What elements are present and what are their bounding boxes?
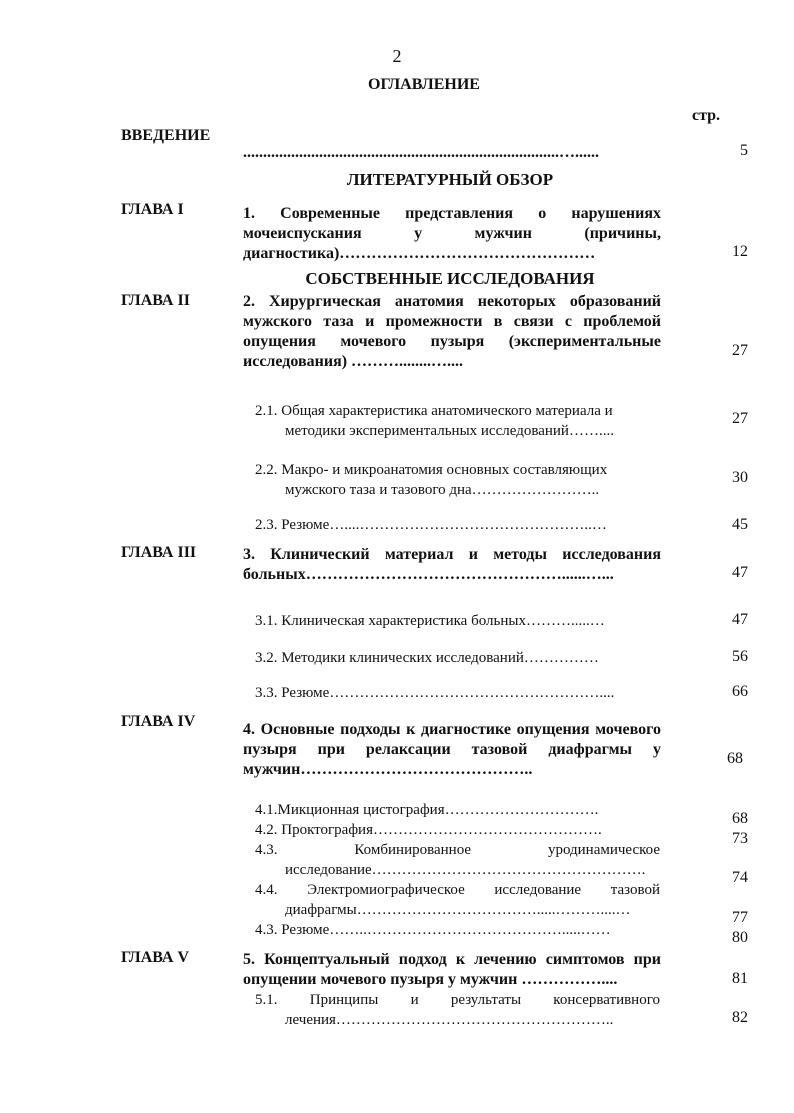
chapter-3-label: ГЛАВА III <box>121 544 197 561</box>
subsection-4-3-page: 74 <box>732 869 748 886</box>
subsection-2-3-page: 45 <box>732 516 748 533</box>
page-number: 2 <box>392 46 402 66</box>
chapter-3-title: 3. Клинический материал и методы исследования больных…………………………………………......…... <box>243 546 661 583</box>
subsection-4-2: 4.2. Проктография………………………………………. <box>255 822 602 838</box>
subsection-2-1-page: 27 <box>732 410 748 427</box>
subsection-4-4: 4.4. Электромиографическое исследование тазовой диафрагмы……………………………….....………....… <box>255 882 660 918</box>
subsection-2-3: 2.3. Резюме…....………………………………………..… <box>255 517 607 533</box>
intro-page: 5 <box>740 142 748 159</box>
subsection-5-1: 5.1. Принципы и результаты консервативного лечения……………………………………………….. <box>255 992 660 1028</box>
subsection-4-1-page: 68 <box>732 810 748 827</box>
subsection-5-1-page: 82 <box>732 1009 748 1026</box>
chapter-2-label: ГЛАВА II <box>121 292 190 309</box>
chapter-4-title: 4. Основные подходы к диагностике опущения мочевого пузыря при релаксации тазовой диафрагмы у мужчин…………………………………….. <box>243 721 661 778</box>
subsection-3-3: 3.3. Резюме……………………………………………….... <box>255 685 615 701</box>
subsection-4-3: 4.3. Комбинированное уродинамическое исследование………………………………………………. <box>255 842 660 878</box>
page-title: ОГЛАВЛЕНИЕ <box>368 76 480 93</box>
subsection-3-3-page: 66 <box>732 683 748 700</box>
chapter-1-label: ГЛАВА I <box>121 201 184 218</box>
chapter-5-page: 81 <box>732 970 748 987</box>
subsection-3-2: 3.2. Методики клинических исследований…………… <box>255 650 599 666</box>
subsection-3-2-page: 56 <box>732 648 748 665</box>
subsection-4-1: 4.1.Микционная цистография…………………………. <box>255 802 599 818</box>
chapter-1-page: 12 <box>732 243 748 260</box>
chapter-2-page: 27 <box>732 342 748 359</box>
chapter-2-title: 2. Хирургическая анатомия некоторых образований мужского таза и промежности в связи с проблемой опущения мочевого пузыря (экспериментальные исследования) ………........….... <box>243 293 661 370</box>
intro-label: ВВЕДЕНИЕ <box>121 127 211 144</box>
chapter-4-page: 68 <box>727 750 743 767</box>
subsection-4-2-page: 73 <box>732 830 748 847</box>
subsection-4-5-page: 80 <box>732 929 748 946</box>
page-column-label: стр. <box>692 107 721 124</box>
intro-dots: ...............................................................................…...... <box>243 144 599 161</box>
subsection-3-1-page: 47 <box>732 611 748 628</box>
subsection-2-2-page: 30 <box>732 469 748 486</box>
subsection-2-1: 2.1. Общая характеристика анатомического материала и методики экспериментальных исследований…….... <box>255 403 614 439</box>
subsection-4-5: 4.3. Резюме……..………………………………….....…… <box>255 922 611 938</box>
section-literature-review: ЛИТЕРАТУРНЫЙ ОБЗОР <box>346 170 554 189</box>
section-own-research: СОБСТВЕННЫЕ ИССЛЕДОВАНИЯ <box>305 269 595 288</box>
chapter-1-title: 1. Современные представления о нарушениях мочеиспускания у мужчин (причины, диагностика)………………………………………… <box>243 205 661 262</box>
chapter-4-label: ГЛАВА IV <box>121 713 196 730</box>
chapter-3-page: 47 <box>732 564 748 581</box>
chapter-5-label: ГЛАВА V <box>121 949 190 966</box>
subsection-2-2: 2.2. Макро- и микроанатомия основных составляющих мужского таза и тазового дна…………………….. <box>255 462 608 498</box>
subsection-4-4-page: 77 <box>732 909 748 926</box>
subsection-3-1: 3.1. Клиническая характеристика больных……….....… <box>255 613 605 629</box>
chapter-5-title: 5. Концептуальный подход к лечению симптомов при опущении мочевого пузыря у мужчин …………….... <box>243 951 661 988</box>
